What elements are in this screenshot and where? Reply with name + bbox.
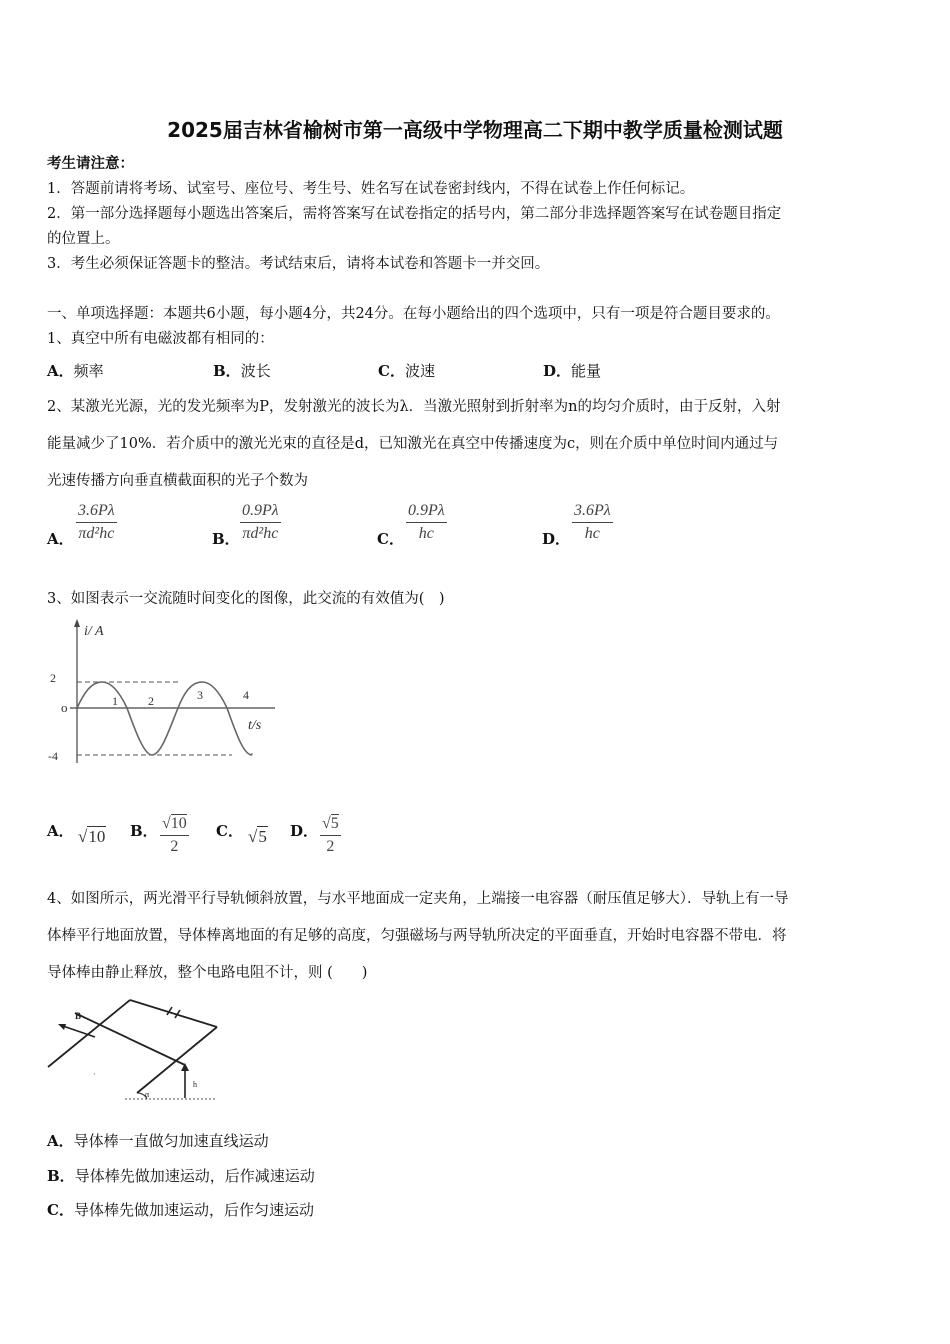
b-arrow-icon xyxy=(58,1024,66,1030)
graph-xtick: 2 xyxy=(148,694,154,708)
section-heading: 一、单项选择题：本题共6小题，每小题4分，共24分。在每小题给出的四个选项中，只有一项是符合题目要求的。 xyxy=(47,306,780,322)
q2-option-d-letter[interactable]: D． xyxy=(542,530,571,548)
notice-heading: 考生请注意： xyxy=(47,155,134,172)
q2-option-d-fraction: $\frac{3.6P\lambda}{hc}$ xyxy=(574,502,611,542)
q1-option-d[interactable]: D．能量 xyxy=(543,362,602,380)
graph-xtick: 1 xyxy=(112,694,118,708)
q2-option-c-fraction: $\frac{0.9P\lambda}{hc}$ xyxy=(408,502,445,542)
q3-option-c-letter[interactable]: C． xyxy=(216,822,243,840)
q4-option-b[interactable]: B．导体棒先做加速运动，后作减速运动 xyxy=(47,1167,315,1185)
q2-option-a-letter[interactable]: A． xyxy=(47,530,74,548)
q3-option-a-letter[interactable]: A． xyxy=(47,822,74,840)
question-4-line: 体棒平行地面放置，导体棒离地面的有足够的高度，匀强磁场与两导轨所决定的平面垂直，开始时电容器不带电．将 xyxy=(47,928,787,944)
q2-option-b-letter[interactable]: B． xyxy=(212,530,240,548)
q3-option-b-value: $\frac{√10}{2}$ xyxy=(162,815,187,855)
q1-option-b[interactable]: B．波长 xyxy=(213,362,271,380)
angle-label: α xyxy=(145,1090,150,1099)
page-title: 2025届吉林省榆树市第一高级中学物理高二下期中教学质量检测试题 xyxy=(167,118,783,142)
ac-current-graph xyxy=(40,615,290,775)
q4-option-c[interactable]: C．导体棒先做加速运动，后作匀速运动 xyxy=(47,1201,314,1219)
question-4-line: 4、如图所示，两光滑平行导轨倾斜放置，与水平地面成一定夹角，上端接一电容器（耐压值足够大）．导轨上有一导 xyxy=(47,891,789,907)
q2-option-a-fraction: $\frac{3.6P\lambda}{\text{πd²hc}}$ xyxy=(78,502,115,542)
question-2-line: 能量减少了10%．若介质中的激光光束的直径是d，已知激光在真空中传播速度为c，则在介质中单位时间内通过与 xyxy=(47,436,779,452)
graph-origin: o xyxy=(61,700,68,715)
q3-option-b-letter[interactable]: B． xyxy=(130,822,158,840)
waveform-curve xyxy=(77,682,252,755)
dot-mark: · xyxy=(93,1070,96,1079)
notice-item: 1．答题前请将考场、试室号、座位号、考生号、姓名写在试卷密封线内，不得在试卷上作任何标记。 xyxy=(47,181,695,197)
b-label: B xyxy=(75,1011,82,1021)
question-1-stem: 1、真空中所有电磁波都有相同的： xyxy=(47,331,274,347)
q3-option-c-value: √5 xyxy=(248,827,267,846)
graph-xlabel: t/s xyxy=(248,718,262,733)
graph-ylabel: i/ A xyxy=(84,624,104,639)
graph-ytick-bottom: -4 xyxy=(48,749,58,763)
q1-option-a[interactable]: A．频率 xyxy=(47,362,104,380)
question-3-stem: 3、如图表示一交流随时间变化的图像，此交流的有效值为( ) xyxy=(47,591,445,607)
notice-item: 的位置上。 xyxy=(47,231,120,247)
graph-xtick: 3 xyxy=(197,688,203,702)
question-4-line: 导体棒由静止释放，整个电路电阻不计，则 ( ) xyxy=(47,965,368,981)
notice-item: 2．第一部分选择题每小题选出答案后，需将答案写在试卷指定的括号内，第二部分非选择题答案写在试卷题目指定 xyxy=(47,206,782,222)
conductor-rod xyxy=(75,1013,185,1065)
question-2-line: 光速传播方向垂直横截面积的光子个数为 xyxy=(47,473,308,489)
q3-option-a-value: √10 xyxy=(78,827,106,846)
q2-option-b-fraction: $\frac{0.9P\lambda}{\text{πd²hc}}$ xyxy=(242,502,279,542)
q3-option-d-letter[interactable]: D． xyxy=(290,822,319,840)
rail-capacitor-diagram xyxy=(45,995,225,1107)
q1-option-c[interactable]: C．波速 xyxy=(378,362,435,380)
graph-ytick-top: 2 xyxy=(50,671,56,685)
question-2-line: 2、某激光光源，光的发光频率为P，发射激光的波长为λ．当激光照射到折射率为n的均匀介质时，由于反射，入射 xyxy=(47,399,781,415)
q4-option-a[interactable]: A．导体棒一直做匀加速直线运动 xyxy=(47,1132,269,1150)
q3-option-d-value: $\frac{√5}{2}$ xyxy=(322,815,339,855)
y-axis-arrow-icon xyxy=(74,619,80,627)
graph-xtick: 4 xyxy=(243,688,249,702)
notice-item: 3．考生必须保证答题卡的整洁。考试结束后，请将本试卷和答题卡一并交回。 xyxy=(47,256,550,272)
q2-option-c-letter[interactable]: C． xyxy=(377,530,404,548)
rail-back xyxy=(137,1027,217,1093)
h-label: h xyxy=(193,1080,197,1089)
rail-top xyxy=(130,1000,217,1027)
b-field-line xyxy=(60,1025,95,1037)
